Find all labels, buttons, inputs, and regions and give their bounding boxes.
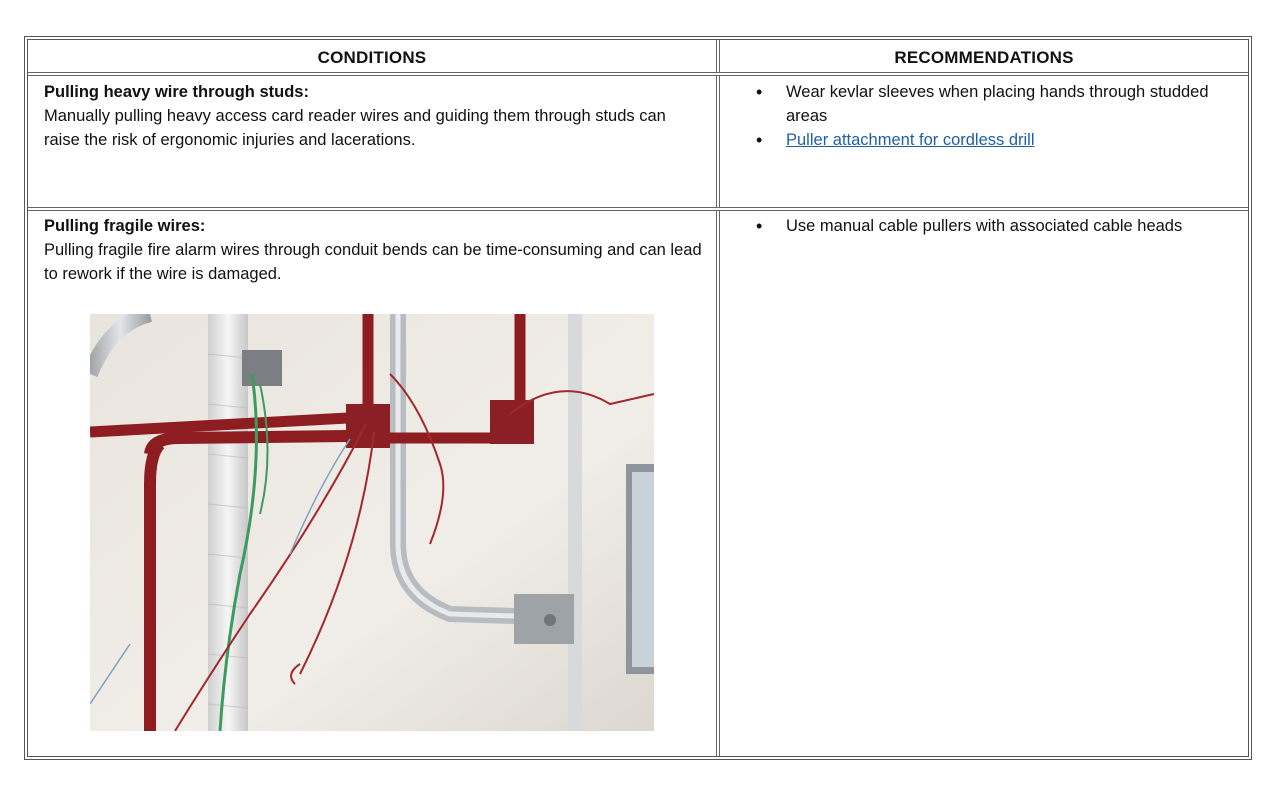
puller-attachment-link[interactable]: Puller attachment for cordless drill bbox=[786, 131, 1035, 149]
row-1-recommendation-1: • Wear kevlar sleeves when placing hands through studded areas bbox=[720, 80, 1220, 128]
row-1-condition-text: Manually pulling heavy access card reader wires and guiding them through studs can raise the risk of ergonomic injuries and lacerations. bbox=[44, 107, 666, 149]
header-recommendations: RECOMMENDATIONS bbox=[894, 48, 1074, 67]
row-2-condition bbox=[44, 214, 704, 286]
row-1-recommendation-2 bbox=[720, 128, 1220, 152]
row-2-condition-title: Pulling fragile wires: bbox=[44, 217, 206, 235]
row-2-recommendation-1: • Use manual cable pullers with associated cable heads bbox=[720, 214, 1220, 238]
row-2-condition-text: Pulling fragile fire alarm wires through conduit bends can be time-consuming and can lead to rework if the wire is damaged. bbox=[44, 241, 702, 283]
conditions-table bbox=[24, 36, 1252, 760]
header-divider bbox=[28, 72, 1248, 76]
row-1-condition-title: Pulling heavy wire through studs: bbox=[44, 83, 309, 101]
row-1-recommendations bbox=[720, 80, 1220, 152]
header-conditions: CONDITIONS bbox=[317, 48, 427, 67]
row-2-recommendations bbox=[720, 214, 1220, 238]
conduit-wiring-photo bbox=[90, 314, 654, 731]
row-1-condition bbox=[44, 80, 704, 152]
row-divider bbox=[28, 207, 1248, 211]
